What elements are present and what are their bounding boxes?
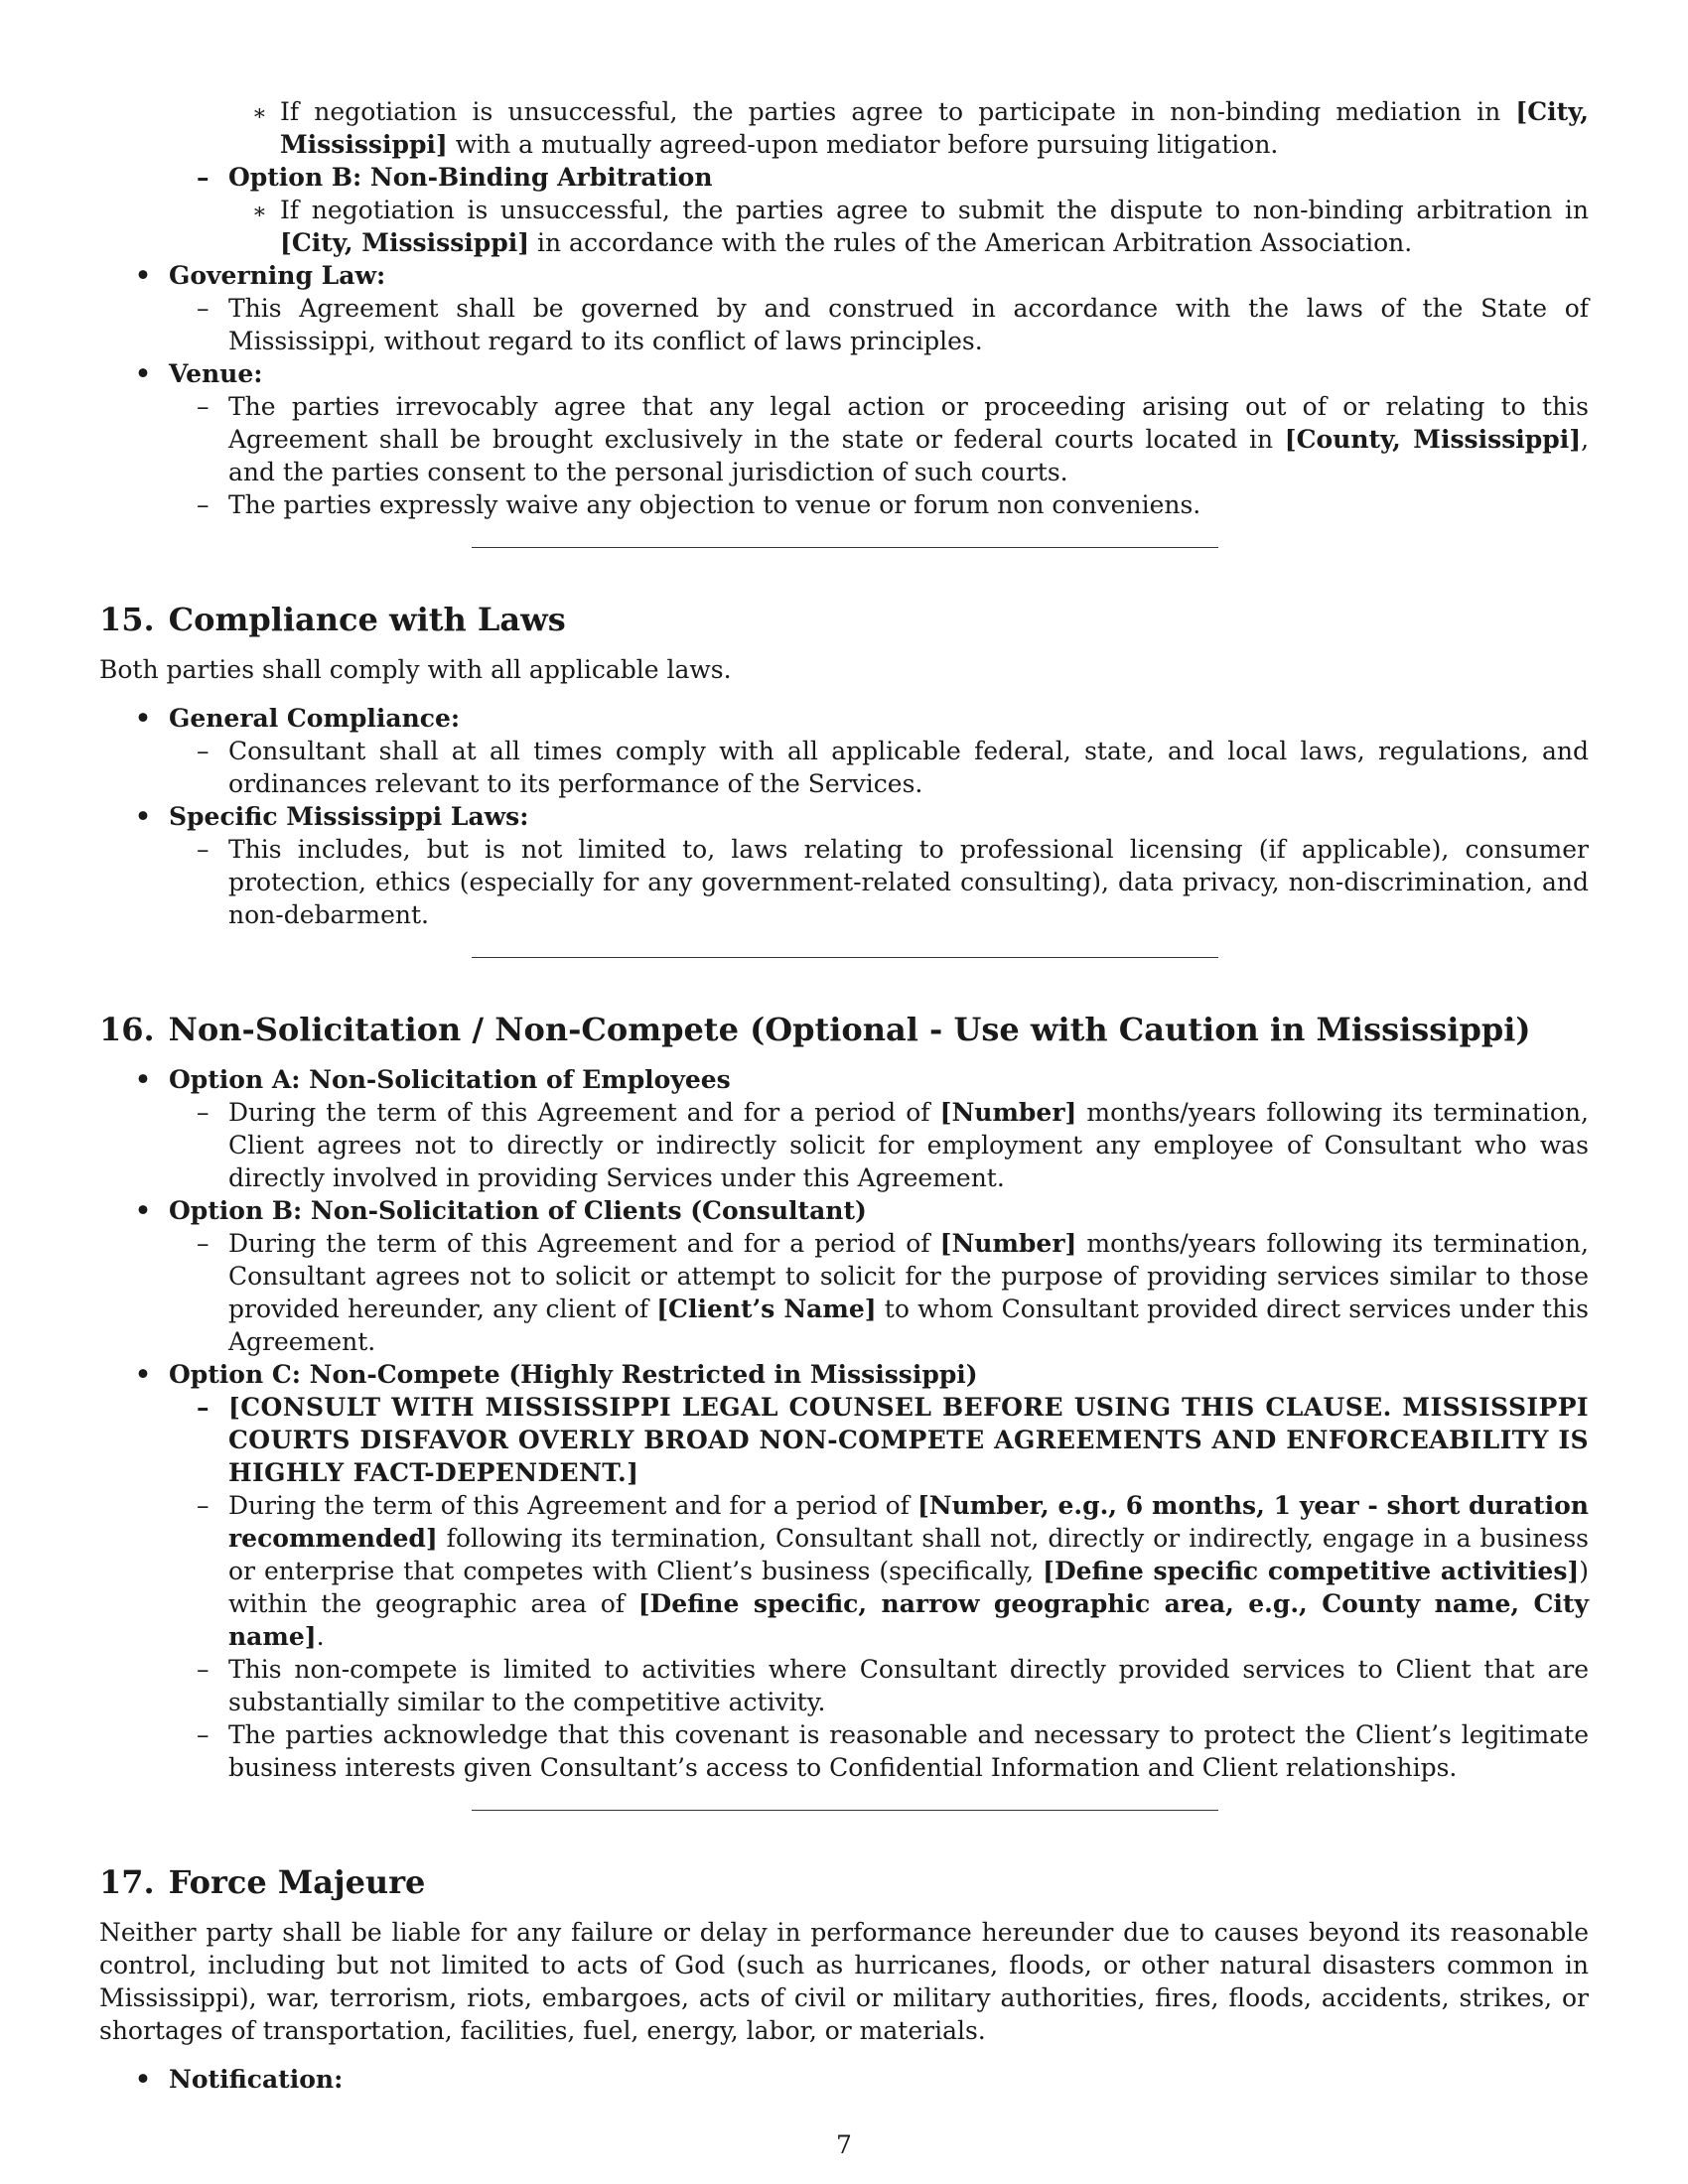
option-c-heading: • Option C: Non-Compete (Highly Restricted in Mississippi) (135, 1360, 978, 1389)
dash-marker: – (197, 294, 210, 323)
page-number: 7 (836, 2130, 852, 2159)
bullet-marker: • (135, 704, 151, 733)
general-compliance-heading: • General Compliance: (135, 704, 461, 733)
option-b-heading: • Option B: Non-Solicitation of Clients (Consultant) (135, 1196, 867, 1225)
bullet-marker: • (135, 1196, 151, 1225)
venue-text-2: – The parties expressly waive any objection to venue or forum non conveniens. (197, 490, 1201, 519)
governing-law-text: – This Agreement shall be governed by and construed in accordance with the laws of the State of Mississippi, without regard to its conflict of laws principles. (197, 294, 1589, 355)
section-16-heading: 16. Non-Solicitation / Non-Compete (Optional - Use with Caution in Mississippi) (99, 1011, 1531, 1048)
dash-marker: – (197, 737, 210, 765)
bullet-marker: • (135, 1360, 151, 1389)
dash-marker: – (197, 392, 210, 421)
option-b-text: – During the term of this Agreement and for a period of [Number] months/years following its termination, Consultant agrees not to solicit or attempt to solicit for the purpose of providing services similar to those provided hereunder, any client of [Client’s Name] to whom Consultant provided direct services under this Agreement. (197, 1229, 1589, 1356)
section-divider (472, 957, 1218, 958)
bullet-marker: • (135, 2065, 151, 2094)
section-17-heading: 17. Force Majeure (99, 1863, 426, 1901)
section-divider (472, 547, 1218, 548)
dash-marker: – (197, 835, 210, 864)
dash-marker: – (197, 163, 210, 192)
dash-marker: – (197, 1393, 210, 1422)
dash-marker: – (197, 1655, 210, 1684)
specific-laws-text: – This includes, but is not limited to, laws relating to professional licensing (if applicable), consumer protection, ethics (especially for any government-related consulting), data privacy, non-discrimination, and non-debarment. (197, 835, 1589, 929)
document-page (99, 95, 1589, 2096)
venue-heading: • Venue: (135, 359, 263, 388)
arbitration-item: ∗ If negotiation is unsuccessful, the parties agree to submit the dispute to non-binding arbitration in [City, Mississippi] in accordance with the rules of the American Arbitration Association. (252, 196, 1589, 257)
dash-marker: – (197, 1491, 210, 1520)
option-c-text-2: – This non-compete is limited to activities where Consultant directly provided services to Client that are substantially similar to the competitive activity. (197, 1655, 1589, 1716)
dash-marker: – (197, 1098, 210, 1127)
option-c-text-3: – The parties acknowledge that this covenant is reasonable and necessary to protect the Client’s legitimate business interests given Consultant’s access to Confidential Information and Client relationships. (197, 1720, 1589, 1782)
general-compliance-text: – Consultant shall at all times comply with all applicable federal, state, and local laws, regulations, and ordinances relevant to its performance of the Services. (197, 737, 1589, 798)
section-divider (472, 1810, 1218, 1811)
section-15-intro: Both parties shall comply with all applicable laws. (99, 655, 732, 684)
mediation-item: ∗ If negotiation is unsuccessful, the parties agree to participate in non-binding mediation in [City, Mississippi] with a mutually agreed-upon mediator before pursuing litigation. (252, 97, 1589, 159)
dash-marker: – (197, 1229, 210, 1258)
option-c-warning: – [CONSULT WITH MISSISSIPPI LEGAL COUNSEL BEFORE USING THIS CLAUSE. MISSISSIPPI COURTS DISFAVOR OVERLY BROAD NON-COMPETE AGREEMENTS AND ENFORCEABILITY IS HIGHLY FACT-DEPENDENT.] (197, 1393, 1589, 1487)
specific-laws-heading: • Specific Mississippi Laws: (135, 802, 529, 831)
option-a-text: – During the term of this Agreement and for a period of [Number] months/years following its termination, Client agrees not to directly or indirectly solicit for employment any employee of Consultant who was directly involved in providing Services under this Agreement. (197, 1098, 1589, 1192)
asterisk-marker: ∗ (252, 101, 267, 126)
bullet-marker: • (135, 261, 151, 290)
governing-law-heading: • Governing Law: (135, 261, 386, 290)
option-a-heading: • Option A: Non-Solicitation of Employees (135, 1065, 731, 1094)
dash-marker: – (197, 490, 210, 519)
dash-marker: – (197, 1720, 210, 1749)
bullet-marker: • (135, 359, 151, 388)
section-17-intro: Neither party shall be liable for any failure or delay in performance hereunder due to causes beyond its reasonable control, including but not limited to acts of God (such as hurricanes, floods, or other natural disasters common in Mississippi), war, terrorism, riots, embargoes, acts of civil or military authorities, fires, floods, accidents, strikes, or shortages of transportation, facilities, fuel, energy, labor, or materials. (99, 1918, 1589, 2045)
bullet-marker: • (135, 802, 151, 831)
option-b-arbitration-heading: – Option B: Non-Binding Arbitration (197, 163, 713, 192)
bullet-marker: • (135, 1065, 151, 1094)
venue-text-1: – The parties irrevocably agree that any legal action or proceeding arising out of or relating to this Agreement shall be brought exclusively in the state or federal courts located in [County, Mississippi], and the parties consent to the personal jurisdiction of such courts. (197, 392, 1590, 486)
notification-heading: • Notification: (135, 2065, 344, 2094)
asterisk-marker: ∗ (252, 200, 267, 224)
option-c-text-1: – During the term of this Agreement and for a period of [Number, e.g., 6 months, 1 year - short duration recommended] following its termination, Consultant shall not, directly or indirectly, engage in a business or enterprise that competes with Client’s business (specifically, [Define specific competitive activities]) within the geographic area of [Define specific, narrow geographic area, e.g., County name, City name]. (197, 1491, 1590, 1651)
section-15-heading: 15. Compliance with Laws (99, 601, 566, 638)
